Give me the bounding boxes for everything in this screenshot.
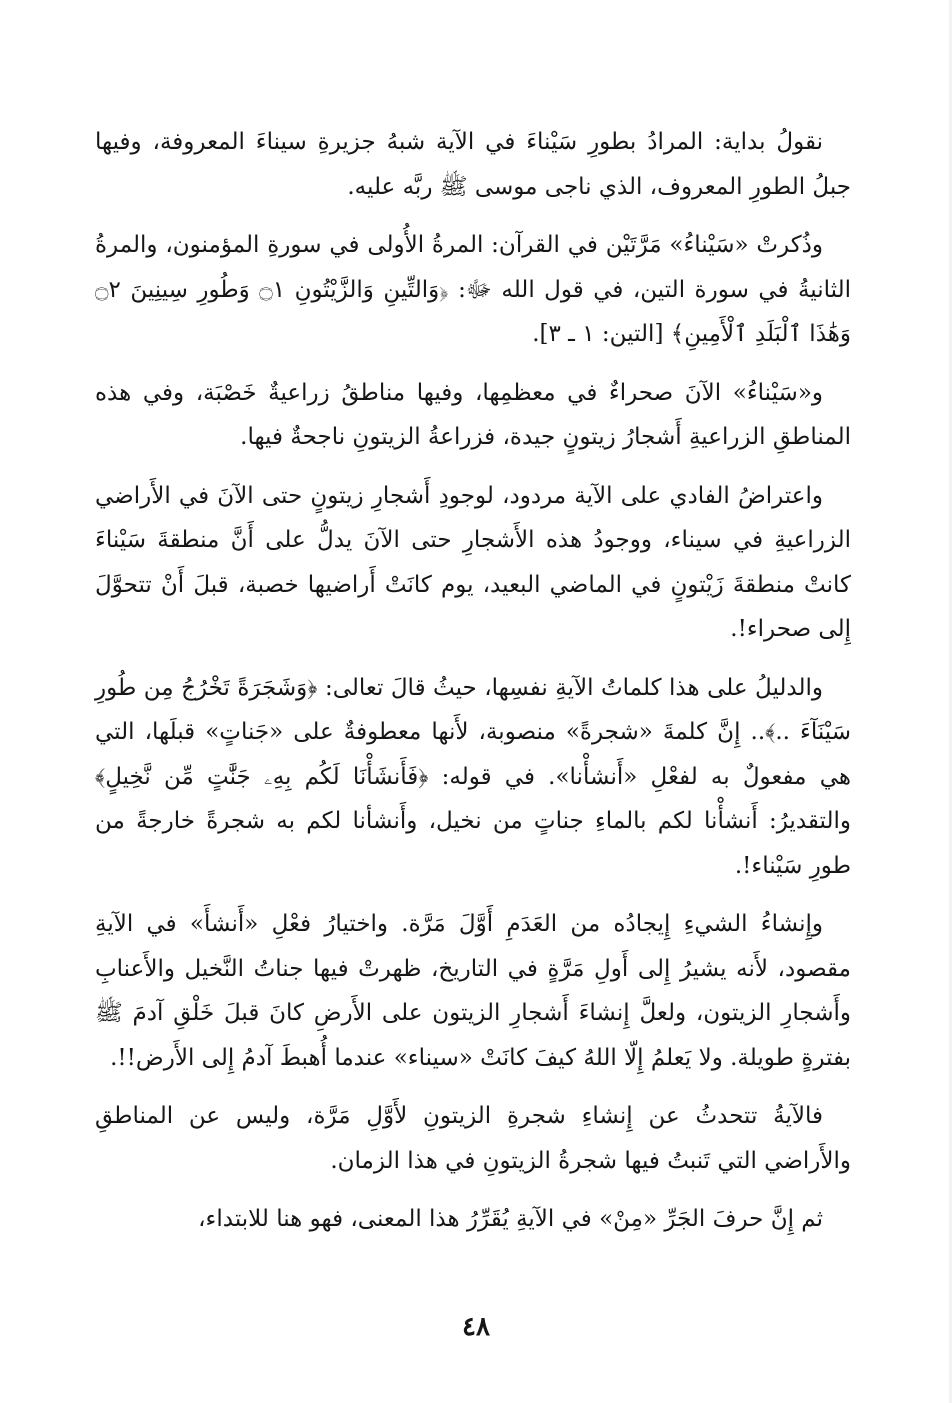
paragraph-3: و«سَيْناءُ» الآنَ صحراءٌ في معظمِها، وفيها مناطقُ زراعيةٌ خَصْبَة، وفي هذه المناطقِ الزراعيةِ أَشجارُ زيتونٍ جيدة، فزراعةُ الزيتونِ ناجحةٌ فيها. [95,379,851,450]
paragraph-4: واعتراضُ الفادي على الآية مردود، لوجودِ أَشجارِ زيتونٍ حتى الآنَ في الأَراضي الزراعيةِ في سيناء، ووجودُ هذه الأَشجارِ حتى الآنَ يدلُّ على أَنَّ منطقةَ سَيْناءَ كانتْ منطقةَ زَيْتونٍ في الماضي البعيد، يوم كانَتْ أَراضيها خصبة، قبلَ أَنْ تتحوَّلَ إِلى صحراء!. [95,482,851,642]
page-number: ٤٨ [462,1312,490,1342]
page-body [95,120,851,1256]
paragraph-5: والدليلُ على هذا كلماتُ الآيةِ نفسِها، حيثُ قالَ تعالى: ﴿وَشَجَرَةً تَخْرُجُ مِن طُورِ سَيْنَآءَ ..﴾.. إِنَّ كلمةَ «شجرةً» منصوبة، لأَنها معطوفةٌ على «جَناتٍ» قبلَها، التي هي مفعولٌ به لفعْلِ «أَنشأْنا». في قوله: ﴿فَأَنشَأْنَا لَكُم بِهِۦ جَنَّٰتٍ مِّن نَّخِيلٍ﴾ والتقديرُ: أَنشأْنا لكم بالماءِ جناتٍ من نخيل، وأَنشأنا لكم به شجرةً خارجةً من طورِ سَيْناء!. [95,674,851,879]
paragraph-2: وذُكرتْ «سَيْناءُ» مَرَّتَيْن في القرآن: المرةُ الأُولى في سورةِ المؤمنون، والمرةُ الثانيةُ في سورة التين، في قول الله ﷻ: ﴿وَالتِّينِ وَالزَّيْتُونِ ۝١ وَطُورِ سِينِينَ ۝٢ وَهَٰذَا ٱلْبَلَدِ ٱلْأَمِينِ﴾ [التين: ١ ـ ٣]. [95,232,851,347]
paragraph-7: فالآيةُ تتحدثُ عن إِنشاءِ شجرةِ الزيتونِ لأَوَّلِ مَرَّة، وليس عن المناطقِ والأَراضي التي تَنبتُ فيها شجرةُ الزيتونِ في هذا الزمان. [95,1103,851,1174]
paragraph-6: وإِنشاءُ الشيءِ إِيجادُه من العَدَمِ أَوَّلَ مَرَّة. واختيارُ فعْلِ «أَنشأَ» في الآيةِ مقصود، لأَنه يشيرُ إِلى أَولِ مَرَّةٍ في التاريخ، ظهرتْ فيها جناتُ النَّخيل والأَعنابِ وأَشجارِ الزيتون، ولعلَّ إِنشاءَ أَشجارِ الزيتون على الأَرضِ كانَ قبلَ خَلْقِ آدمَ ﷺ بفترةٍ طويلة. ولا يَعلمُ إِلّا اللهُ كيفَ كانَتْ «سيناء» عندما أُهبطَ آدمُ إِلى الأَرض!!. [95,911,851,1071]
paragraph-8: ثم إِنَّ حرفَ الجَرِّ «مِنْ» في الآيةِ يُقَرِّرُ هذا المعنى، فهو هنا للابتداء، [198,1206,823,1232]
paragraph-1: نقولُ بداية: المرادُ بطورِ سَيْناءَ في الآية شبهُ جزيرةِ سيناءَ المعروفة، وفيها جبلُ الطورِ المعروف، الذي ناجى موسى ﷺ ربَّه عليه. [95,129,851,200]
